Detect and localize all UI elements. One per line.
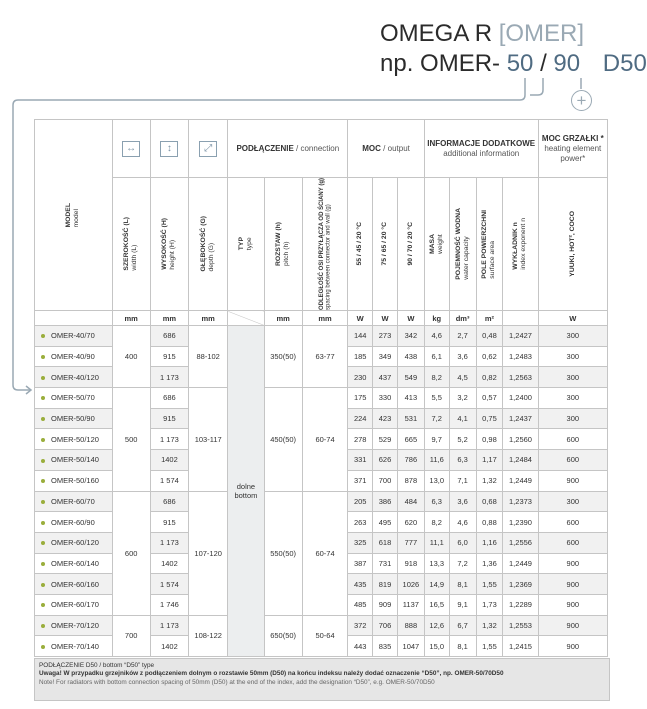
- exponent-cell: 1,2449: [503, 553, 538, 574]
- header-connection: PODŁĄCZENIE / connection: [228, 120, 348, 178]
- width-cell: 600: [112, 491, 150, 615]
- model-cell: [35, 450, 113, 471]
- model-cell: [35, 532, 113, 553]
- unit-output-3: W: [397, 311, 424, 326]
- water-cell: 8,1: [449, 636, 476, 657]
- element-power-cell: 900: [538, 553, 607, 574]
- bullet-icon: [41, 645, 45, 649]
- spacing-cell: 60-74: [302, 388, 348, 491]
- element-power-cell: 300: [538, 388, 607, 409]
- model-name: OMER-50/120: [51, 434, 99, 444]
- header-temp-1: 55 / 45 / 20 °C: [348, 178, 373, 311]
- unit-depth: mm: [189, 311, 228, 326]
- exponent-cell: 1,2483: [503, 346, 538, 367]
- exponent-cell: 1,2563: [503, 367, 538, 388]
- model-cell: [35, 574, 113, 595]
- header-mass: MASA weight: [424, 178, 449, 311]
- depth-cell: 108-122: [189, 615, 228, 656]
- output-1-cell: 387: [348, 553, 373, 574]
- output-2-cell: 618: [373, 532, 398, 553]
- surface-cell: 0,48: [476, 326, 503, 347]
- water-cell: 6,7: [449, 615, 476, 636]
- water-cell: 3,6: [449, 491, 476, 512]
- header-depth-icon: [189, 120, 228, 178]
- surface-cell: 0,75: [476, 408, 503, 429]
- water-cell: 4,6: [449, 512, 476, 533]
- model-name: OMER-50/90: [51, 414, 95, 424]
- output-2-cell: 835: [373, 636, 398, 657]
- model-cell: [35, 346, 113, 367]
- footnote: [34, 658, 610, 701]
- output-3-cell: 665: [397, 429, 424, 450]
- model-cell: [35, 367, 113, 388]
- height-connector-line: [530, 78, 543, 95]
- table-row: [35, 388, 608, 409]
- exponent-cell: 1,2560: [503, 429, 538, 450]
- mass-cell: 6,3: [424, 491, 449, 512]
- element-power-cell: 900: [538, 636, 607, 657]
- output-1-cell: 325: [348, 532, 373, 553]
- output-2-cell: 437: [373, 367, 398, 388]
- height-cell: 1 173: [150, 367, 188, 388]
- surface-cell: 0,62: [476, 346, 503, 367]
- unit-height: mm: [150, 311, 188, 326]
- unit-width: mm: [112, 311, 150, 326]
- mass-cell: 13,3: [424, 553, 449, 574]
- model-name: OMER-70/140: [51, 641, 99, 651]
- unit-surface: m²: [476, 311, 503, 326]
- surface-cell: 1,16: [476, 532, 503, 553]
- surface-cell: 1,73: [476, 594, 503, 615]
- output-1-cell: 435: [348, 574, 373, 595]
- unit-pitch: mm: [264, 311, 302, 326]
- mass-cell: 8,2: [424, 367, 449, 388]
- bullet-icon: [41, 583, 45, 587]
- surface-cell: 1,36: [476, 553, 503, 574]
- output-1-cell: 443: [348, 636, 373, 657]
- bullet-icon: [41, 376, 45, 380]
- output-1-cell: 185: [348, 346, 373, 367]
- output-2-cell: 529: [373, 429, 398, 450]
- model-cell: [35, 388, 113, 409]
- height-cell: 686: [150, 326, 188, 347]
- mass-cell: 11,6: [424, 450, 449, 471]
- height-cell: 686: [150, 388, 188, 409]
- mass-cell: 7,2: [424, 408, 449, 429]
- height-cell: 1 574: [150, 470, 188, 491]
- model-name: OMER-70/120: [51, 620, 99, 630]
- output-2-cell: 626: [373, 450, 398, 471]
- water-cell: 9,1: [449, 594, 476, 615]
- output-3-cell: 1026: [397, 574, 424, 595]
- exponent-cell: 1,2289: [503, 594, 538, 615]
- water-cell: 6,0: [449, 532, 476, 553]
- model-name: OMER-60/140: [51, 558, 99, 568]
- spacing-cell: 50-64: [302, 615, 348, 656]
- element-power-cell: 600: [538, 450, 607, 471]
- header-temp-3: 90 / 70 / 20 °C: [397, 178, 424, 311]
- mass-cell: 11,1: [424, 532, 449, 553]
- exponent-cell: 1,2437: [503, 408, 538, 429]
- surface-cell: 0,98: [476, 429, 503, 450]
- model-name: OMER-60/90: [51, 517, 95, 527]
- output-2-cell: 273: [373, 326, 398, 347]
- model-cell: [35, 553, 113, 574]
- bullet-icon: [41, 521, 45, 525]
- output-2-cell: 731: [373, 553, 398, 574]
- output-1-cell: 230: [348, 367, 373, 388]
- surface-cell: 0,82: [476, 367, 503, 388]
- surface-cell: 1,32: [476, 615, 503, 636]
- exponent-cell: 1,2390: [503, 512, 538, 533]
- unit-output-2: W: [373, 311, 398, 326]
- surface-cell: 1,55: [476, 636, 503, 657]
- height-cell: 1 173: [150, 429, 188, 450]
- exponent-cell: 1,2373: [503, 491, 538, 512]
- height-cell: 915: [150, 346, 188, 367]
- height-cell: 1 173: [150, 532, 188, 553]
- type-value-en: bottom: [234, 491, 258, 501]
- unit-water: dm³: [449, 311, 476, 326]
- bullet-icon: [41, 500, 45, 504]
- output-1-cell: 224: [348, 408, 373, 429]
- bullet-icon: [41, 459, 45, 463]
- unit-element: W: [538, 311, 607, 326]
- footnote-title: PODŁĄCZENIE D50 / bottom “D50” type: [39, 662, 155, 669]
- output-3-cell: 777: [397, 532, 424, 553]
- output-3-cell: 549: [397, 367, 424, 388]
- model-name: OMER-50/140: [51, 455, 99, 465]
- footnote-note-pl: Uwaga! W przypadku grzejników z podłączeniem dolnym o rozstawie 50mm (D50) na końcu indeksu należy dodać oznaczenie “D50”, np. OMER-50/70D50: [39, 670, 504, 678]
- model-cell: [35, 408, 113, 429]
- water-cell: 4,5: [449, 367, 476, 388]
- table-row: [35, 326, 608, 347]
- model-cell: [35, 615, 113, 636]
- height-cell: 915: [150, 408, 188, 429]
- output-3-cell: 878: [397, 470, 424, 491]
- unit-spacing: mm: [302, 311, 348, 326]
- output-1-cell: 372: [348, 615, 373, 636]
- water-cell: 3,6: [449, 346, 476, 367]
- exponent-cell: 1,2556: [503, 532, 538, 553]
- bullet-icon: [41, 396, 45, 400]
- exponent-cell: 1,2415: [503, 636, 538, 657]
- spacing-cell: 60-74: [302, 491, 348, 615]
- element-power-cell: 600: [538, 512, 607, 533]
- output-1-cell: 144: [348, 326, 373, 347]
- water-cell: 2,7: [449, 326, 476, 347]
- header-model: MODEL model: [35, 120, 113, 311]
- mass-cell: 8,2: [424, 512, 449, 533]
- model-cell: [35, 512, 113, 533]
- height-cell: 686: [150, 491, 188, 512]
- output-2-cell: 386: [373, 491, 398, 512]
- pitch-cell: 350(50): [264, 326, 302, 388]
- output-3-cell: 1137: [397, 594, 424, 615]
- surface-cell: 0,57: [476, 388, 503, 409]
- bullet-icon: [41, 624, 45, 628]
- height-cell: 1 173: [150, 615, 188, 636]
- model-cell: [35, 470, 113, 491]
- example-separator: /: [540, 50, 547, 77]
- model-name: OMER-60/120: [51, 538, 99, 548]
- example-prefix: np. OMER-: [380, 50, 501, 77]
- header-height: WYSOKOŚĆ (H) height (H): [150, 178, 188, 311]
- example-height: 90: [553, 50, 581, 77]
- table-row: [35, 491, 608, 512]
- surface-cell: 0,68: [476, 491, 503, 512]
- exponent-cell: 1,2449: [503, 470, 538, 491]
- element-power-cell: 300: [538, 408, 607, 429]
- height-cell: 1 574: [150, 574, 188, 595]
- mass-cell: 4,6: [424, 326, 449, 347]
- output-1-cell: 371: [348, 470, 373, 491]
- header-surface: POLE POWIERZCHNI surface area: [476, 178, 503, 311]
- element-power-cell: 300: [538, 326, 607, 347]
- model-cell: [35, 491, 113, 512]
- unit-mass: kg: [424, 311, 449, 326]
- output-2-cell: 495: [373, 512, 398, 533]
- model-name: OMER-40/70: [51, 331, 95, 341]
- water-cell: 4,1: [449, 408, 476, 429]
- element-power-cell: 600: [538, 429, 607, 450]
- header-type: TYP type: [228, 178, 264, 311]
- units-row: [35, 311, 608, 326]
- element-power-cell: 300: [538, 346, 607, 367]
- bullet-icon: [41, 479, 45, 483]
- product-code: [OMER]: [498, 20, 585, 47]
- unit-output-1: W: [348, 311, 373, 326]
- depth-cell: 107-120: [189, 491, 228, 615]
- header-width: SZEROKOŚĆ (L) width (L): [112, 178, 150, 311]
- output-1-cell: 205: [348, 491, 373, 512]
- unit-model: [35, 311, 113, 326]
- unit-type: [228, 311, 264, 326]
- header-element-power: MOC GRZAŁKI * heating element power*: [538, 120, 607, 178]
- footnote-note-en: Note! For radiators with bottom connection spacing of 50mm (D50) at the end of the index, add the designation “D50”, e.g. OMER-50/70D50: [39, 678, 435, 686]
- bullet-icon: [41, 438, 45, 442]
- spec-table-body: [35, 326, 608, 657]
- output-3-cell: 484: [397, 491, 424, 512]
- output-1-cell: 263: [348, 512, 373, 533]
- type-cell: [228, 326, 264, 657]
- header-height-icon: [150, 120, 188, 178]
- header-exponent: WYKŁADNIK n index exponent n: [503, 178, 538, 311]
- width-cell: 500: [112, 388, 150, 491]
- bullet-icon: [41, 541, 45, 545]
- height-cell: 1402: [150, 553, 188, 574]
- depth-cell: 103-117: [189, 388, 228, 491]
- exponent-cell: 1,2369: [503, 574, 538, 595]
- mass-cell: 14,9: [424, 574, 449, 595]
- output-1-cell: 278: [348, 429, 373, 450]
- header-temp-2: 75 / 65 / 20 °C: [373, 178, 398, 311]
- type-value-pl: dolne: [236, 482, 256, 492]
- bullet-icon: [41, 417, 45, 421]
- model-name: OMER-40/120: [51, 372, 99, 382]
- model-cell: [35, 429, 113, 450]
- pitch-cell: 550(50): [264, 491, 302, 615]
- element-power-cell: 900: [538, 470, 607, 491]
- product-name: OMEGA R: [380, 20, 493, 47]
- height-cell: 1402: [150, 450, 188, 471]
- output-3-cell: 438: [397, 346, 424, 367]
- unit-exponent: [503, 311, 538, 326]
- surface-cell: 0,88: [476, 512, 503, 533]
- exponent-cell: 1,2484: [503, 450, 538, 471]
- output-2-cell: 423: [373, 408, 398, 429]
- example-code: [380, 50, 647, 78]
- element-power-cell: 300: [538, 491, 607, 512]
- header-pitch: ROZSTAW (h) pitch (h): [264, 178, 302, 311]
- width-cell: 700: [112, 615, 150, 656]
- connector-arrow-head: [26, 386, 31, 394]
- model-cell: [35, 326, 113, 347]
- model-name: OMER-60/70: [51, 496, 95, 506]
- element-power-cell: 900: [538, 615, 607, 636]
- height-arrows-icon: ↕: [160, 141, 178, 157]
- model-cell: [35, 594, 113, 615]
- output-3-cell: 786: [397, 450, 424, 471]
- spacing-cell: 63-77: [302, 326, 348, 388]
- output-2-cell: 706: [373, 615, 398, 636]
- water-cell: 5,2: [449, 429, 476, 450]
- output-2-cell: 819: [373, 574, 398, 595]
- surface-cell: 1,32: [476, 470, 503, 491]
- header-additional-info: INFORMACJE DODATKOWE additional information: [424, 120, 538, 178]
- height-cell: 1402: [150, 636, 188, 657]
- mass-cell: 15,0: [424, 636, 449, 657]
- output-1-cell: 485: [348, 594, 373, 615]
- model-name: OMER-40/90: [51, 352, 95, 362]
- output-1-cell: 175: [348, 388, 373, 409]
- model-name: OMER-60/170: [51, 600, 99, 610]
- surface-cell: 1,17: [476, 450, 503, 471]
- height-cell: 1 746: [150, 594, 188, 615]
- exponent-cell: 1,2400: [503, 388, 538, 409]
- water-cell: 8,1: [449, 574, 476, 595]
- product-title: [380, 20, 584, 48]
- header-spacing: ODLEGŁOŚĆ OSI PRZYŁĄCZA OD ŚCIANY (g) spacing between connector and wall (g): [302, 178, 348, 311]
- bullet-icon: [41, 603, 45, 607]
- depth-arrows-icon: ⤢: [199, 141, 217, 157]
- water-cell: 7,2: [449, 553, 476, 574]
- element-power-cell: 900: [538, 574, 607, 595]
- bullet-icon: [41, 562, 45, 566]
- model-cell: [35, 636, 113, 657]
- output-3-cell: 531: [397, 408, 424, 429]
- output-2-cell: 700: [373, 470, 398, 491]
- water-cell: 3,2: [449, 388, 476, 409]
- mass-cell: 9,7: [424, 429, 449, 450]
- output-3-cell: 620: [397, 512, 424, 533]
- bullet-icon: [41, 355, 45, 359]
- bullet-icon: [41, 334, 45, 338]
- output-1-cell: 331: [348, 450, 373, 471]
- model-name: OMER-60/160: [51, 579, 99, 589]
- model-name: OMER-50/70: [51, 393, 95, 403]
- mass-cell: 6,1: [424, 346, 449, 367]
- example-suffix: D50: [602, 50, 647, 77]
- width-arrows-icon: ↔: [122, 141, 140, 157]
- pitch-cell: 450(50): [264, 388, 302, 491]
- mass-cell: 13,0: [424, 470, 449, 491]
- header-water: POJEMNOŚĆ WODNA water capacity: [449, 178, 476, 311]
- exponent-cell: 1,2427: [503, 326, 538, 347]
- mass-cell: 16,5: [424, 594, 449, 615]
- output-2-cell: 330: [373, 388, 398, 409]
- element-power-cell: 900: [538, 594, 607, 615]
- output-3-cell: 888: [397, 615, 424, 636]
- header-element-models: YUUKI, HOT², COCO: [538, 178, 607, 311]
- exponent-cell: 1,2553: [503, 615, 538, 636]
- element-power-cell: 300: [538, 367, 607, 388]
- pitch-cell: 650(50): [264, 615, 302, 656]
- model-name: OMER-50/160: [51, 476, 99, 486]
- output-3-cell: 342: [397, 326, 424, 347]
- depth-cell: 88-102: [189, 326, 228, 388]
- element-power-cell: 600: [538, 532, 607, 553]
- surface-cell: 1,55: [476, 574, 503, 595]
- spec-table: [34, 119, 608, 657]
- height-cell: 915: [150, 512, 188, 533]
- output-3-cell: 918: [397, 553, 424, 574]
- plus-icon: +: [571, 90, 592, 111]
- mass-cell: 12,6: [424, 615, 449, 636]
- header-width-icon: [112, 120, 150, 178]
- output-2-cell: 349: [373, 346, 398, 367]
- table-row: [35, 615, 608, 636]
- water-cell: 6,3: [449, 450, 476, 471]
- output-3-cell: 1047: [397, 636, 424, 657]
- width-cell: 400: [112, 326, 150, 388]
- header-depth: GŁĘBOKOŚĆ (G) depth (G): [189, 178, 228, 311]
- header-output: MOC / output: [348, 120, 425, 178]
- example-width: 50: [506, 50, 534, 77]
- mass-cell: 5,5: [424, 388, 449, 409]
- output-3-cell: 413: [397, 388, 424, 409]
- output-2-cell: 909: [373, 594, 398, 615]
- water-cell: 7,1: [449, 470, 476, 491]
